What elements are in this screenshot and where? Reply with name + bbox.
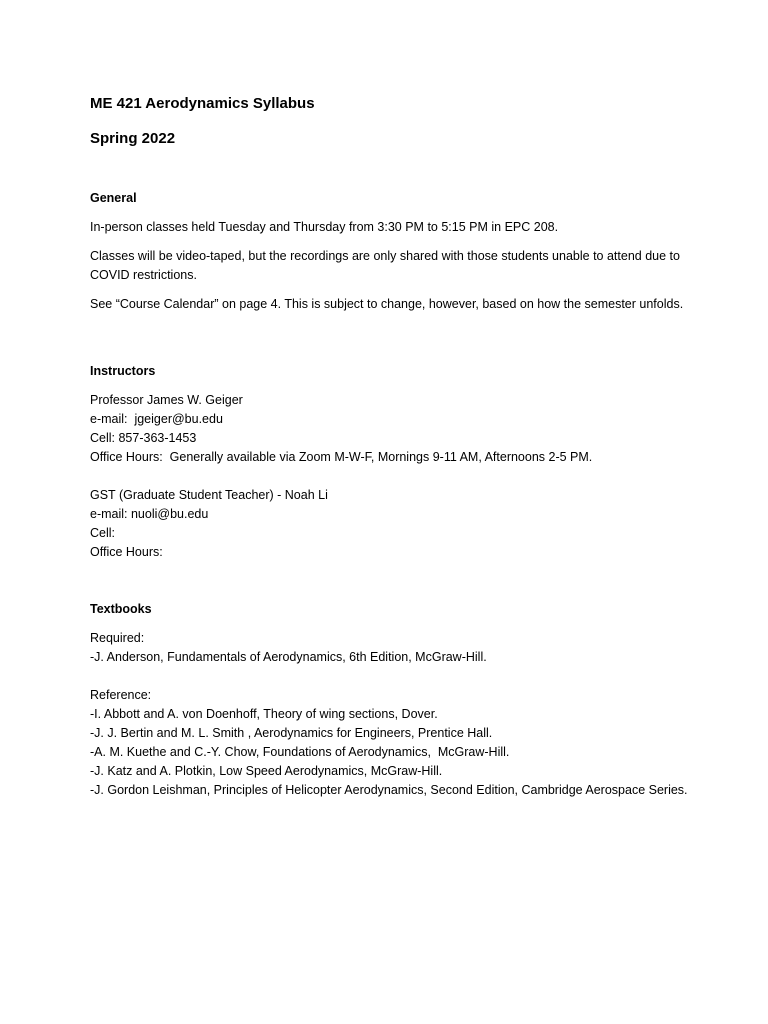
required-book: -J. Anderson, Fundamentals of Aerodynamics, 6th Edition, McGraw-Hill.: [90, 650, 487, 664]
block-spacer: [90, 667, 690, 686]
reference-book: -A. M. Kuethe and C.-Y. Chow, Foundations of Aerodynamics, McGraw-Hill.: [90, 745, 510, 759]
general-paragraph-recordings: Classes will be video-taped, but the recordings are only shared with those students unable to attend due to COVID restrictions.: [90, 249, 680, 282]
textbooks-heading: Textbooks: [90, 602, 152, 616]
instructors-heading: Instructors: [90, 364, 156, 378]
reference-book: -J. Katz and A. Plotkin, Low Speed Aerodynamics, McGraw-Hill.: [90, 764, 443, 778]
general-section: [90, 189, 690, 314]
gst-cell: Cell:: [90, 526, 116, 540]
gst-office-hours: Office Hours:: [90, 545, 163, 559]
gst-block: [90, 486, 690, 562]
reference-book: -I. Abbott and A. von Doenhoff, Theory of wing sections, Dover.: [90, 707, 438, 721]
general-heading: General: [90, 191, 137, 205]
section-spacer: [90, 324, 690, 362]
reference-block: [90, 686, 690, 800]
reference-book: -J. J. Bertin and M. L. Smith , Aerodynamics for Engineers, Prentice Hall.: [90, 726, 493, 740]
gst-email: e-mail: nuoli@bu.edu: [90, 507, 209, 521]
block-spacer: [90, 467, 690, 486]
professor-name: Professor James W. Geiger: [90, 393, 243, 407]
general-paragraph-schedule: In-person classes held Tuesday and Thursday from 3:30 PM to 5:15 PM in EPC 208.: [90, 220, 559, 234]
section-spacer: [90, 562, 690, 600]
gst-name: GST (Graduate Student Teacher) - Noah Li: [90, 488, 328, 502]
required-label: Required:: [90, 631, 145, 645]
document-title: ME 421 Aerodynamics Syllabus: [90, 95, 315, 112]
general-paragraph-calendar: See “Course Calendar” on page 4. This is subject to change, however, based on how the semester unfolds.: [90, 297, 684, 311]
professor-block: [90, 391, 690, 467]
professor-cell: Cell: 857-363-1453: [90, 431, 197, 445]
professor-email: e-mail: jgeiger@bu.edu: [90, 412, 223, 426]
textbooks-section: [90, 600, 690, 800]
required-block: [90, 629, 690, 667]
syllabus-page: [90, 94, 690, 800]
instructors-section: [90, 362, 690, 562]
professor-office-hours: Office Hours: Generally available via Zoom M-W-F, Mornings 9-11 AM, Afternoons 2-5 PM.: [90, 450, 593, 464]
reference-book: -J. Gordon Leishman, Principles of Helicopter Aerodynamics, Second Edition, Cambridge Aerospace Series.: [90, 783, 688, 797]
reference-label: Reference:: [90, 688, 152, 702]
term-title: Spring 2022: [90, 130, 176, 147]
